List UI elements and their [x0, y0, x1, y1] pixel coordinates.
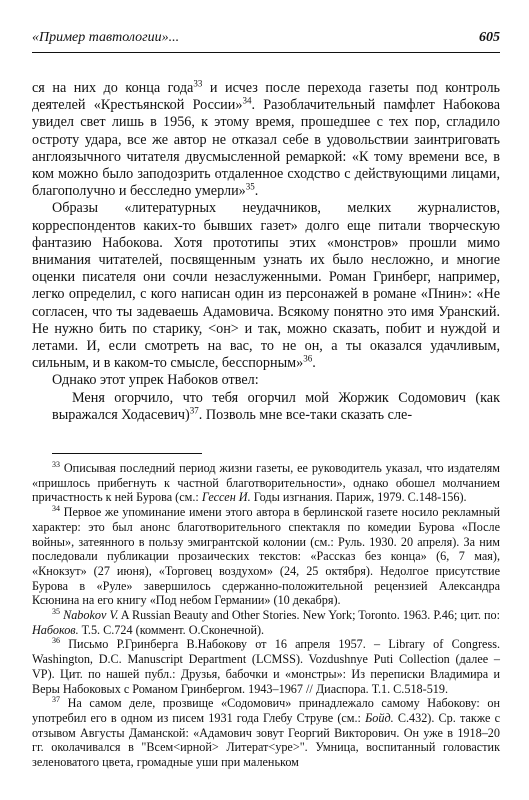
footnote-ref-37: 37 — [189, 405, 199, 416]
quote-text-a: Меня огорчило, что тебя огорчил мой Жоржик Содомович (как выражался Ходасевич) — [52, 389, 500, 423]
footnote-ref-34: 34 — [242, 95, 252, 106]
paragraph-1-text-b: и исчез после перехода газеты под контроль деятелей «Крестьянской России» — [32, 80, 501, 114]
book-page — [32, 30, 501, 770]
footnote-rule — [52, 453, 202, 454]
footnote-35-author-2: Набоков. — [32, 622, 79, 637]
footnote-35-number: 35 — [52, 606, 60, 616]
footnote-34-text: Первое же упоминание имени этого автора в берлинской газете носило рекламный характер: это был анонс благотворительного спектакля по комедии Бурова «После войны», затеянного в пользу эмигрантской колонии (см.: Руль. 1930. 20 апреля). За ним последовали публикации прозаических текстов: «Рассказ без конца» (6, 7 мая), «Кнокзут» (27 июня), «Торговец воздухом» (24, 25 октября). Недолгое присутствие Бурова в «Руле» завершилось сдержанно-положительной рецензией Александра Ксюнина на его книгу «Под небом Германии» (10 декабря). — [32, 505, 500, 608]
footnote-35-author: Nabokov V. — [63, 608, 119, 623]
footnote-34-number: 34 — [52, 504, 60, 514]
footnote-ref-35: 35 — [245, 181, 255, 192]
block-quote — [32, 390, 500, 424]
running-title: «Пример тавтологии»... — [32, 30, 180, 45]
footnote-33-number: 33 — [52, 459, 60, 469]
paragraph-1-text-d: . — [254, 183, 259, 200]
footnote-34 — [32, 505, 500, 608]
footnote-ref-36: 36 — [303, 353, 313, 364]
paragraph-3: Однако этот упрек Набоков отвел: — [52, 372, 259, 389]
footnote-33-author: Гессен И. — [201, 490, 251, 505]
paragraph-2 — [32, 200, 500, 372]
footnote-37-text-b: С.432). Ср. также с отзывом Августы Даманской: «Адамович зовут Георгий Викторович. Он уже в 1918–20 гг. околачивался в "Всем<ирной> Литерат<уре>". Умница, воспитанный головастик зеленоватого цвета, громадные уши при маленьком — [32, 710, 501, 770]
paragraph-2-text-a: Образы «литературных неудачников, мелких журналистов, корреспондентов каких-то бывших газет» долго еще питали творческую фантазию Набокова. Хотя прототипы этих «монстров» прошли мимо внимания читателей, посвященным узнать их было несложно, и многие оценки писателя они сочли незаслуженными. Роман Гринберг, например, легко определил, с кого написан один из персонажей в романе «Пнин»: «Не согласен, что ты задеваешь Адамовича. Всякому понятно это имя Уранский. Не нужно бить по старику, <он> и так, можно сказать, побит и нуждой и летами. И, если смотреть на вас, то не он, а ты оказался удачливым, сильным, и в каком-то смысле, бесспорным» — [32, 200, 500, 372]
footnote-36 — [32, 637, 500, 696]
footnote-35-text-b: Т.5. С.724 (коммент. О.Сконечной). — [78, 622, 265, 637]
footnote-35-text-a: A Russian Beauty and Other Stories. New York; Toronto. 1963. P.46; цит. по: — [118, 608, 500, 623]
paragraph-2-text-b: . — [312, 355, 316, 372]
footnote-36-number: 36 — [52, 636, 60, 646]
footnotes — [32, 461, 500, 770]
paragraph-1-text-c: . Разоблачительный памфлет Набокова увидел свет лишь в 1956, к этому время, прошедшее с тех пор, сгладило остроту удара, все же автор не отказал себе в удовольствии заинтриговать англоязычного читателя двусмысленной ремаркой: «К тому времени все, в ком можно было заподозрить отдаленное сходство с действующими лицами, благополучно и бесследно умерли» — [32, 97, 500, 200]
footnote-36-text: Письмо Р.Гринберга В.Набокову от 16 апреля 1957. – Library of Congress. Washington, D.C. Manuscript Department (LCMSS). Vozdushnye Puti Collection (далее – VP). Цит. по нашей публ.: Друзья, бабочки и «монстры»: Из переписки Владимира и Веры Набоковых с Романом Гринбергом. 1943–1967 // Диаспора. Т.1. С.518-519. — [32, 637, 500, 696]
paragraph-1-text-a: ся на них до конца года — [32, 80, 194, 96]
paragraph-1 — [32, 80, 500, 200]
footnote-37-text-a: На самом деле, прозвище «Содомович» принадлежало самому Набокову: он употребил его в одном из писем 1931 года Глебу Струве (см.: — [32, 696, 500, 725]
footnote-33-text-a: Описывая последний период жизни газеты, ее руководитель указал, что издателям «пришлось прибегнуть к частной благотворительности», однако обошел молчанием причастность к ней Бурова (см.: — [32, 461, 500, 505]
quote-text-b: . Позволь мне все-таки сказать сле- — [198, 406, 413, 423]
main-text — [32, 80, 500, 424]
footnote-33 — [32, 461, 500, 505]
page-number: 605 — [479, 30, 500, 45]
footnote-37 — [32, 696, 500, 770]
footnote-33-text-b: Годы изгнания. Париж, 1979. С.148-156). — [250, 490, 467, 505]
footnote-ref-33: 33 — [193, 78, 203, 89]
header-rule — [32, 52, 500, 53]
footnote-37-number: 37 — [52, 695, 60, 705]
running-header — [32, 30, 500, 52]
footnote-37-author: Бойд. — [365, 710, 394, 725]
footnote-35 — [32, 608, 500, 637]
